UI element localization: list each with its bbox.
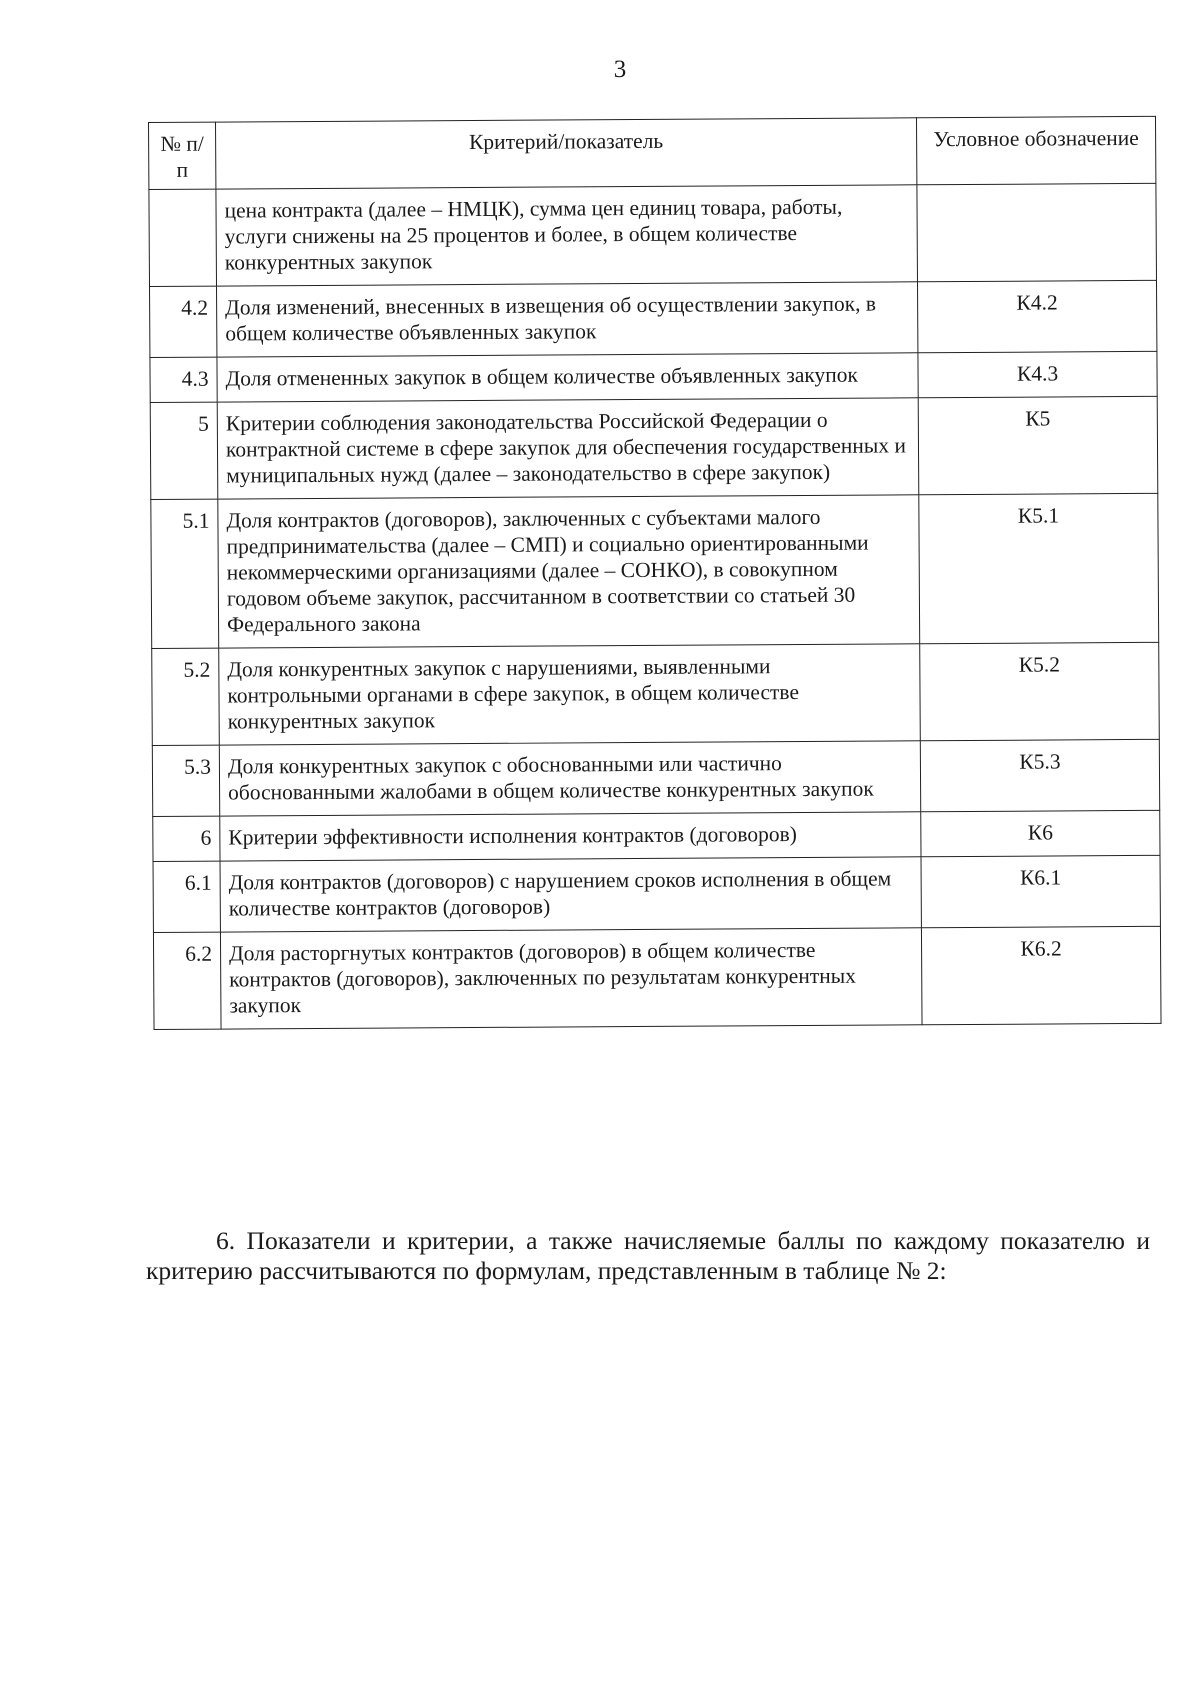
row-code: К4.2 <box>917 280 1156 352</box>
row-code: К6 <box>921 810 1160 856</box>
row-criterion: Доля конкурентных закупок с обоснованными или частично обоснованными жалобами в общем количестве конкурентных закупок <box>219 741 920 816</box>
row-criterion: цена контракта (далее – НМЦК), сумма цен единиц товара, работы, услуги снижены на 25 процентов и более, в общем количестве конкурентных закупок <box>216 185 918 286</box>
header-criterion: Критерий/показатель <box>216 118 917 189</box>
table-row <box>150 280 1157 357</box>
row-num: 6.2 <box>153 932 221 1029</box>
table-row <box>152 739 1159 816</box>
row-criterion: Доля отмененных закупок в общем количестве объявленных закупок <box>217 353 918 402</box>
row-num: 4.2 <box>150 286 217 357</box>
row-num: 5.1 <box>151 499 219 648</box>
criteria-table <box>148 116 1162 1030</box>
row-criterion: Критерии эффективности исполнения контрактов (договоров) <box>220 812 921 861</box>
row-criterion: Доля расторгнутых контрактов (договоров) в общем количестве контрактов (договоров), заключенных по результатам конкурентных закупок <box>220 928 922 1029</box>
table-row <box>153 810 1160 861</box>
row-code: К5.3 <box>920 739 1159 811</box>
row-criterion: Доля изменений, внесенных в извещения об осуществлении закупок, в общем количестве объявленных закупок <box>217 282 918 357</box>
row-criterion: Доля конкурентных закупок с нарушениями, выявленными контрольными органами в сфере закупок, в общем количестве конкурентных закупок <box>219 644 921 745</box>
row-num: 4.3 <box>150 357 217 402</box>
table-row <box>151 493 1159 648</box>
table-header-row <box>149 116 1156 189</box>
row-code <box>917 183 1157 281</box>
table-row <box>153 855 1160 932</box>
row-criterion: Критерии соблюдения законодательства Российской Федерации о контрактной системе в сфере закупок для обеспечения государственных и муниципальных нужд (далее – законодательство в сфере закупок) <box>217 398 919 499</box>
table-row <box>152 642 1160 745</box>
row-criterion: Доля контрактов (договоров), заключенных с субъектами малого предпринимательства (далее – СМП) и социально ориентированными некоммерческими организациями (далее – СОНКО), в совокупном годовом объеме закупок, рассчитанном в соответствии со статьей 30 Федерального закона <box>218 495 920 648</box>
row-criterion: Доля контрактов (договоров) с нарушением сроков исполнения в общем количестве контрактов (договоров) <box>220 857 921 932</box>
row-num: 5.2 <box>152 648 220 745</box>
table-row <box>153 926 1161 1029</box>
row-num: 6 <box>153 816 220 861</box>
page-number: 3 <box>613 56 627 83</box>
table-row <box>149 183 1157 286</box>
paragraph-text: 6. Показатели и критерии, а также начисляемые баллы по каждому показателю и критерию рассчитываются по формулам, представленным в таблице № 2: <box>146 1226 1150 1285</box>
header-code: Условное обозначение <box>916 116 1155 184</box>
row-num: 6.1 <box>153 861 220 932</box>
body-paragraph <box>146 1226 1150 1286</box>
row-code: К5 <box>918 396 1158 494</box>
row-num: 5 <box>150 402 218 499</box>
row-num <box>149 189 217 286</box>
row-code: К5.1 <box>919 493 1159 643</box>
row-code: К6.1 <box>921 855 1160 927</box>
row-code: К6.2 <box>921 926 1161 1024</box>
table-row <box>150 396 1158 499</box>
row-code: К4.3 <box>918 351 1157 397</box>
header-num: № п/п <box>149 122 216 189</box>
row-num: 5.3 <box>152 745 219 816</box>
row-code: К5.2 <box>920 642 1160 740</box>
table-row <box>150 351 1157 402</box>
